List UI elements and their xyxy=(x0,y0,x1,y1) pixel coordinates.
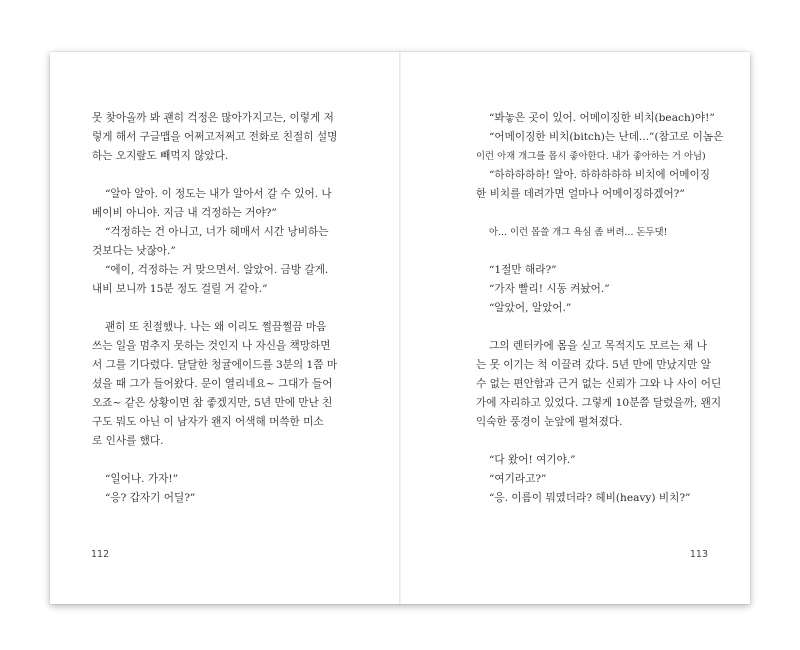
text-line: 한 비치를 데려가면 얼마나 어메이징하겠어?” xyxy=(476,188,685,200)
left-page xyxy=(50,52,399,604)
text-line: “다 왔어! 여기야.” xyxy=(489,454,576,466)
text-line: 못 찾아올까 봐 괜히 걱정은 많아가지고는, 이렇게 저 xyxy=(92,112,334,124)
text-line: 베이비 아니야. 지금 내 걱정하는 거야?” xyxy=(92,207,277,219)
text-line: 이런 아재 개그를 몹시 좋아한다. 내가 좋아하는 거 아님) xyxy=(476,151,706,162)
text-line: “응? 갑자기 어딜?” xyxy=(105,492,196,504)
text-line: “여기라고?” xyxy=(489,473,547,485)
right-page-body xyxy=(476,109,738,508)
text-line: 수 없는 편안함과 근거 없는 신뢰가 그와 나 사이 어딘 xyxy=(476,378,722,390)
text-line: “1절만 해라?” xyxy=(489,264,557,276)
text-line: 하는 오지랖도 빼먹지 않았다. xyxy=(92,150,229,162)
text-line: 내비 보니까 15분 정도 걸릴 거 같아.” xyxy=(92,283,268,295)
right-page-number: 113 xyxy=(689,549,708,560)
text-line: “어메이징한 비치(bitch)는 난데...”(참고로 이놈은 xyxy=(489,131,724,143)
text-line: “걱정하는 건 아니고, 너가 헤매서 시간 낭비하는 xyxy=(105,226,329,238)
text-line: “에이, 걱정하는 거 맞으면서. 알았어. 금방 갈게. xyxy=(105,264,329,276)
paragraph-gap xyxy=(476,242,738,261)
text-line: “하하하하하! 알아. 하하하하하 비치에 어메이징 xyxy=(489,169,710,181)
paragraph-gap xyxy=(476,204,738,223)
text-line: “알았어, 알았어.” xyxy=(489,302,572,314)
text-line: 셨을 때 그가 들어왔다. 문이 열리네요~ 그대가 들어 xyxy=(92,378,333,390)
paragraph-gap xyxy=(92,299,362,318)
text-line: 그의 렌터카에 몸을 싣고 목적지도 모르는 채 나 xyxy=(489,340,708,352)
text-line: 서 그를 기다렸다. 달달한 청귤에이드를 3분의 1쯤 마 xyxy=(92,359,338,371)
text-line: “응. 이름이 뭐였더라? 헤비(heavy) 비치?” xyxy=(489,492,691,504)
book-spread xyxy=(50,52,750,604)
text-line: 익숙한 풍경이 눈앞에 펼쳐졌다. xyxy=(476,416,623,428)
text-line: 괜히 또 친절했나. 나는 왜 이리도 쩔끔쩔끔 마음 xyxy=(105,321,327,333)
left-page-body xyxy=(92,109,362,508)
text-line: 는 못 이기는 척 이끌려 갔다. 5년 만에 만났지만 알 xyxy=(476,359,711,371)
text-line: “일어나. 가자!” xyxy=(105,473,178,485)
text-line: 오죠~ 같은 상황이면 참 좋겠지만, 5년 만에 만난 친 xyxy=(92,397,333,409)
text-line: 아... 이런 몹쓸 개그 욕심 좀 버려... 돈두댓! xyxy=(489,227,668,238)
text-line: 쓰는 일을 멈추지 못하는 것인지 나 자신을 책망하면 xyxy=(92,340,331,352)
paragraph-gap xyxy=(92,166,362,185)
text-line: “가자 빨리! 시동 켜놨어.” xyxy=(489,283,610,295)
text-line: “봐놓은 곳이 있어. 어메이징한 비치(beach)야!” xyxy=(489,112,715,124)
right-page xyxy=(401,52,750,604)
paragraph-gap xyxy=(476,318,738,337)
text-line: 렇게 해서 구글맵을 어쩌고저쩌고 전화로 친절히 설명 xyxy=(92,131,338,143)
left-page-number: 112 xyxy=(91,549,110,560)
paragraph-gap xyxy=(92,451,362,470)
text-line: “알아 알아. 이 정도는 내가 알아서 갈 수 있어. 나 xyxy=(105,188,332,200)
text-line: 것보다는 낫잖아.” xyxy=(92,245,176,257)
paragraph-gap xyxy=(476,432,738,451)
text-line: 구도 뭐도 아닌 이 남자가 왠지 어색해 머쓱한 미소 xyxy=(92,416,324,428)
text-line: 로 인사를 했다. xyxy=(92,435,164,447)
text-line: 가에 자리하고 있었다. 그렇게 10분쯤 달렸을까, 왠지 xyxy=(476,397,722,409)
